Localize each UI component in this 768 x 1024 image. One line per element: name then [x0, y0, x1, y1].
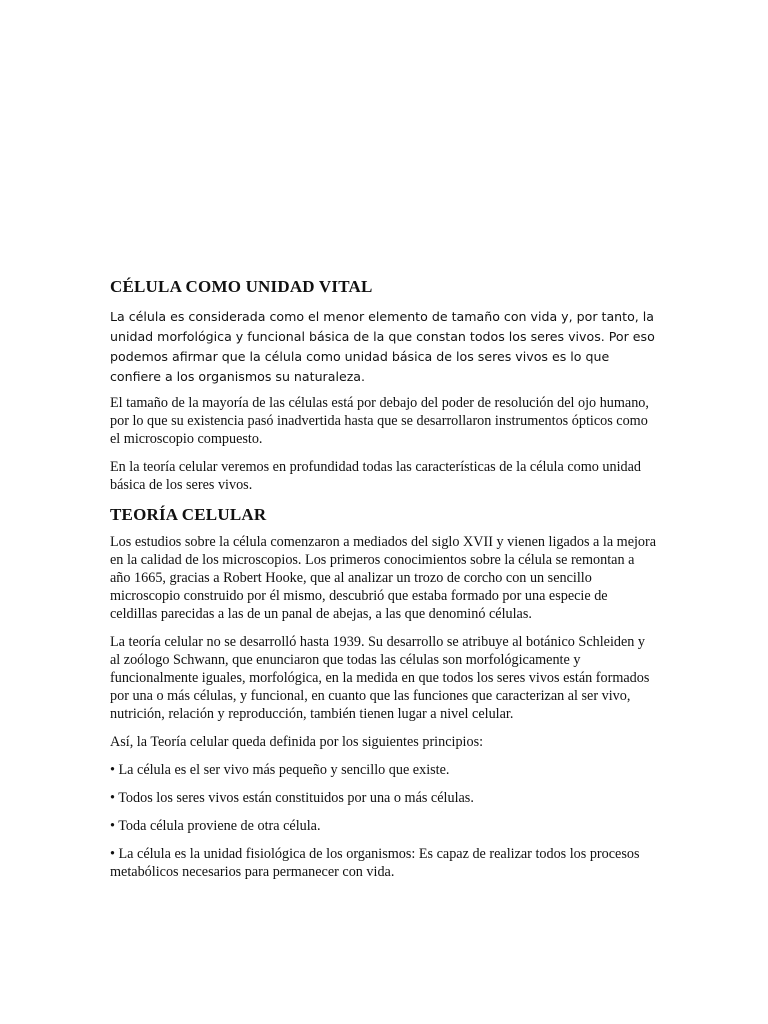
paragraph-principios-intro: Así, la Teoría celular queda definida por los siguientes principios: [110, 734, 484, 750]
paragraph-celula-teoria-intro: En la teoría celular veremos en profundidad todas las características de la célula como unidad básica de los seres vivos. [110, 459, 642, 493]
list-item: • La célula es la unidad fisiológica de los organismos: Es capaz de realizar todos los procesos metabólicos necesarios para permanecer con vida. [110, 846, 640, 880]
list-item: • La célula es el ser vivo más pequeño y sencillo que existe. [110, 762, 450, 778]
list-item: • Toda célula proviene de otra célula. [110, 818, 321, 834]
list-item: • Todos los seres vivos están constituidos por una o más células. [110, 790, 474, 806]
paragraph-celula-definicion: La célula es considerada como el menor elemento de tamaño con vida y, por tanto, la unidad morfológica y funcional básica de la que constan todos los seres vivos. Por eso podemos afirmar que la célula como unidad básica de los seres vivos es lo que confiere a los organismos su naturaleza. [110, 309, 655, 384]
section-title-celula: CÉLULA COMO UNIDAD VITAL [110, 277, 373, 296]
document-page [110, 276, 658, 891]
paragraph-schleiden-schwann: La teoría celular no se desarrolló hasta 1939. Su desarrollo se atribuye al botánico Schleiden y al zoólogo Schwann, que enunciaron que todas las células son morfológicamente y funcionalmente iguales, morfológica, en la medida en que todos los seres vivos están formados por una o más células, y funcional, en cuanto que las funciones que caracterizan al ser vivo, nutrición, relación y reproducción, también tienen lugar a nivel celular. [110, 634, 650, 722]
section-title-teoria-celular: TEORÍA CELULAR [110, 505, 267, 524]
paragraph-celula-tamano: El tamaño de la mayoría de las células está por debajo del poder de resolución del ojo humano, por lo que su existencia pasó inadvertida hasta que se desarrollaron instrumentos ópticos como el microscopio compuesto. [110, 395, 649, 447]
paragraph-historia-microscopio: Los estudios sobre la célula comenzaron a mediados del siglo XVII y vienen ligados a la mejora en la calidad de los microscopios. Los primeros conocimientos sobre la célula se remontan a año 1665, gracias a Robert Hooke, que al analizar un trozo de corcho con un sencillo microscopio construido por él mismo, descubrió que estaba formado por una especie de celdillas parecidas a las de un panal de abejas, a las que denominó células. [110, 534, 657, 622]
